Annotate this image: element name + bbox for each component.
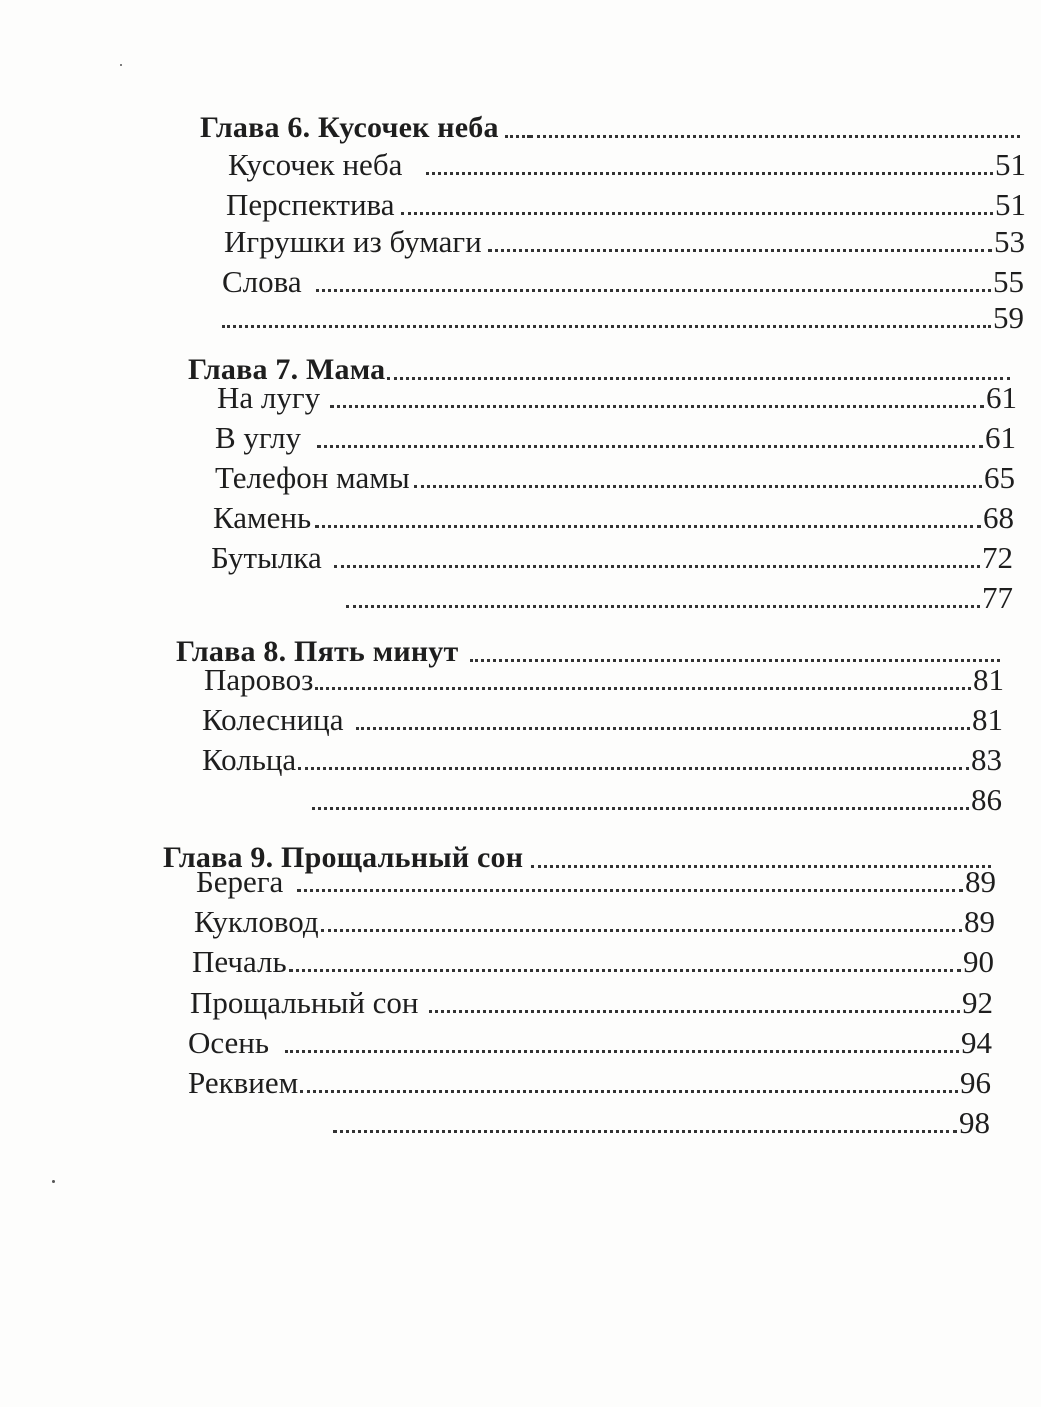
dot-leader [401,211,993,215]
entry-page: 65 [984,460,1015,495]
toc-entry-continuation [188,1103,990,1143]
entry-title: Бутылка [211,540,322,575]
dot-leader [321,928,962,932]
dot-leader [289,968,961,972]
entry-page: 68 [983,500,1014,535]
entry-title: Игрушки из бумаги [224,224,482,259]
dot-leader [298,766,969,770]
dot-leader [297,888,963,892]
dot-leader [316,288,991,292]
toc-entry [192,942,994,982]
dot-leader [333,1129,957,1133]
dot-leader [488,248,992,252]
entry-title: На лугу [217,380,321,415]
scan-speck [52,1180,55,1183]
chapter-title: Глава 9. Прощальный сон [163,841,524,874]
entry-title: Прощальный сон [190,985,419,1020]
entry-title: Перспектива [226,187,395,222]
chapter-title: Глава 6. Кусочек неба [200,111,499,144]
entry-title: Колесница [202,702,344,737]
dot-leader [414,484,982,488]
dot-leader [222,324,991,328]
toc-entry [194,902,995,942]
toc-entry-continuation [222,298,1024,338]
entry-page: 94 [961,1025,992,1060]
entry-title: Телефон мамы [215,460,410,495]
toc-entry [202,740,1002,780]
chapter-leader-tail [530,108,1022,148]
toc-entry [196,862,996,902]
toc-entry-continuation [202,780,1002,820]
entry-title: Берега [196,864,284,899]
toc-entry [202,700,1003,740]
scan-speck [120,64,122,66]
entry-title: Паровоз [204,662,314,697]
dot-leader [346,604,980,608]
entry-page: 96 [960,1065,991,1100]
dot-leader [334,564,980,568]
entry-page: 86 [971,782,1002,817]
dot-leader [530,134,1020,138]
entry-page: 59 [993,300,1024,335]
dot-leader [285,1049,959,1053]
entry-page: 61 [986,380,1017,415]
toc-entry [215,458,1015,498]
entry-title: Реквием [188,1065,299,1100]
toc-entry [188,1063,991,1103]
chapter-title: Глава 8. Пять минут [176,635,459,668]
entry-title: Слова [222,264,302,299]
toc-entry [188,1023,992,1063]
entry-page: 81 [973,662,1004,697]
entry-page: 77 [982,580,1013,615]
entry-title: Кольца [202,742,297,777]
entry-page: 90 [963,944,994,979]
toc-entry [215,418,1016,458]
toc-entry [190,983,993,1023]
entry-title: Камень [213,500,312,535]
dot-leader [315,524,981,528]
dot-leader [330,404,984,408]
dot-leader [312,806,969,810]
entry-page: 53 [994,224,1025,259]
dot-leader [315,686,971,690]
toc-entry [222,262,1024,302]
entry-page: 72 [982,540,1013,575]
entry-page: 98 [959,1105,990,1140]
dot-leader [300,1089,958,1093]
entry-page: 83 [971,742,1002,777]
toc-entry [211,538,1013,578]
entry-title: Осень [188,1025,270,1060]
dot-leader [317,444,983,448]
entry-title: Печаль [192,944,287,979]
chapter-heading [200,108,530,148]
toc-entry [228,145,1026,185]
entry-page: 89 [965,864,996,899]
entry-page: 61 [985,420,1016,455]
toc-entry [217,378,1017,418]
dot-leader [426,171,993,175]
entry-title: Кусочек неба [228,147,403,182]
dot-leader [505,134,530,138]
dot-leader [356,726,970,730]
toc-entry [226,185,1026,225]
entry-page: 51 [995,147,1026,182]
dot-leader [429,1009,960,1013]
toc-entry-continuation [211,578,1013,618]
entry-title: В углу [215,420,302,455]
entry-page: 92 [962,985,993,1020]
toc-entry [213,498,1014,538]
entry-title: Кукловод [194,904,319,939]
entry-page: 51 [995,187,1026,222]
entry-page: 89 [964,904,995,939]
chapter-title: Глава 7. Мама [188,353,386,386]
toc-entry [204,660,1004,700]
toc-entry [224,222,1025,262]
entry-page: 55 [993,264,1024,299]
entry-page: 81 [972,702,1003,737]
